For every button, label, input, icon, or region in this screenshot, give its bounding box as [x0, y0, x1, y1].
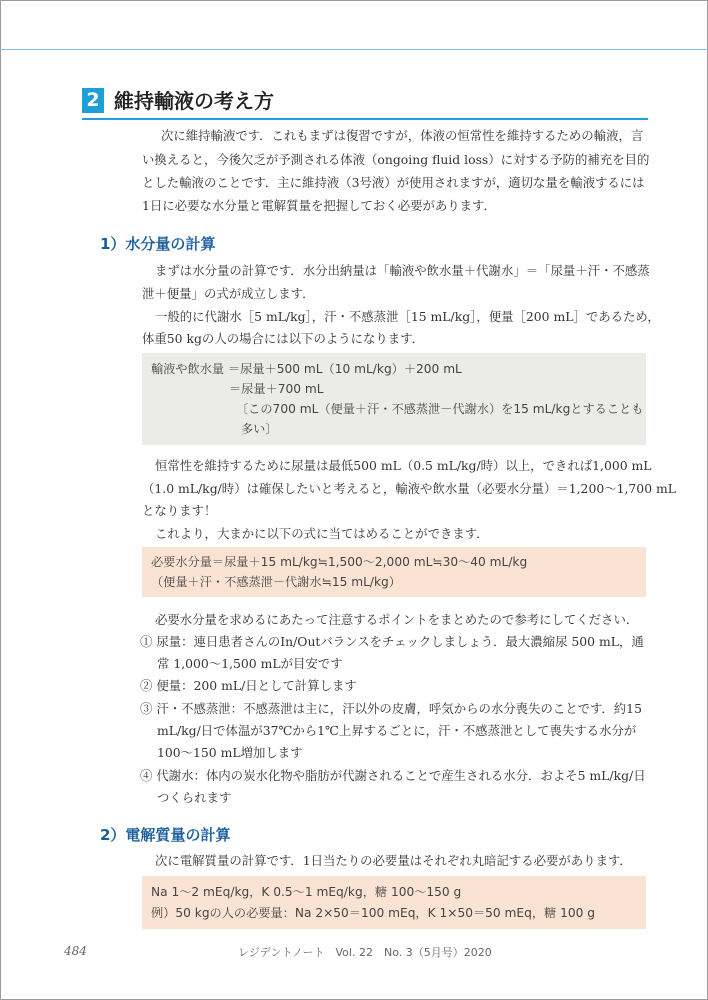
subsection-heading-electrolyte: 2）電解質量の計算 [100, 826, 231, 844]
formula-line: 輸液や飲水量 ＝尿量＋500 mL（10 mL/kg）＋200 mL [151, 362, 462, 376]
formula-line: ＝尿量＋700 mL [229, 382, 324, 396]
electrolyte-paragraph: 次に電解質量の計算です．1日当たりの必要量はそれぞれ丸暗記する必要があります． [155, 853, 632, 868]
section-number-badge: 2 [82, 88, 104, 113]
list-item-continuation: 100～150 mL増加します [157, 745, 303, 760]
intro-line: 次に維持輸液です．これもまずは復習ですが，体液の恒常性を維持するための輸液，言 [161, 128, 644, 143]
formula-line: （便量＋汗・不感蒸泄－代謝水≒15 mL/kg） [151, 575, 401, 589]
electrolyte-box-peach [142, 876, 646, 929]
paragraph-line: 体重50 kgの人の場合には以下のようになります． [142, 331, 424, 346]
section-heading [82, 86, 648, 120]
paragraph-line: まずは水分量の計算です．水分出納量は「輸液や飲水量＋代謝水」＝「尿量＋汗・不感蒸 [155, 263, 650, 278]
intro-line: とした輸液のことです．主に維持液（3号液）が使用されますが，適切な量を輸液するには [142, 175, 645, 190]
list-item: ② 便量：200 mL/日として計算します [140, 678, 357, 693]
formula-box-gray [142, 353, 646, 445]
water-paragraph-5: 必要水分量を求めるにあたって注意するポイントをまとめたので参考にしてください． [155, 612, 639, 627]
paragraph-line: 一般的に代謝水［5 mL/kg］，汗・不感蒸泄［15 mL/kg］，便量［200 mL］であるため， [155, 309, 660, 324]
list-item: ④ 代謝水：体内の炭水化物や脂肪が代謝されることで産生される水分．およそ5 mL/kg/日 [140, 768, 646, 783]
formula-line: 必要水分量＝尿量＋15 mL/kg≒1,500～2,000 mL≒30～40 mL/kg [151, 555, 528, 569]
formula-line: Na 1～2 mEq/kg，K 0.5～1 mEq/kg，糖 100～150 g [151, 885, 462, 899]
list-item-continuation: mL/kg/日で体温が37℃から1℃上昇するごとに，汗・不感蒸泄として喪失する水分が [157, 723, 637, 738]
water-paragraph-4: これより，大まかに以下の式に当てはめることができます． [155, 526, 489, 541]
list-item: ③ 汗・不感蒸泄：不感蒸泄は主に，汗以外の皮膚，呼気からの水分喪失のことです．約15 [140, 701, 642, 716]
header-rule [0, 49, 708, 50]
subsection-heading-water: 1）水分量の計算 [100, 235, 216, 253]
intro-line: 1日に必要な水分量と電解質量を把握しておく必要があります． [142, 198, 496, 213]
paragraph-line: 恒常性を維持するために尿量は最低500 mL（0.5 mL/kg/時）以上，できれば1,000 mL [155, 458, 652, 473]
section-title: 維持輸液の考え方 [114, 89, 274, 113]
list-item: ① 尿量：連日患者さんのIn/Outバランスをチェックしましょう．最大濃縮尿 500 mL，通 [140, 634, 644, 649]
list-item-continuation: つくられます [157, 790, 232, 805]
formula-line: 多い〕 [241, 422, 278, 436]
paragraph-line: （1.0 mL/kg/時）は確保したいと考えると，輸液や飲水量（必要水分量）＝1,200～1,700 mL [142, 481, 676, 496]
formula-box-peach [142, 547, 646, 597]
paragraph-line: 泄＋便量」の式が成立します． [142, 286, 315, 301]
list-item-continuation: 常 1,000～1,500 mLが目安です [157, 656, 343, 671]
page-number: 484 [64, 944, 87, 958]
formula-line: 例）50 kgの人の必要量：Na 2×50＝100 mEq，K 1×50＝50 mEq，糖 100 g [151, 906, 595, 920]
intro-line: い換えると，今後欠乏が予測される体液（ongoing fluid loss）に対する予防的補充を目的 [142, 152, 650, 167]
formula-line: 〔この700 mL（便量＋汗・不感蒸泄－代謝水）を15 mL/kgとすることも [236, 402, 644, 416]
journal-footer: レジデントノート Vol. 22 No. 3（5月号）2020 [238, 946, 492, 959]
paragraph-line: となります！ [142, 503, 217, 518]
